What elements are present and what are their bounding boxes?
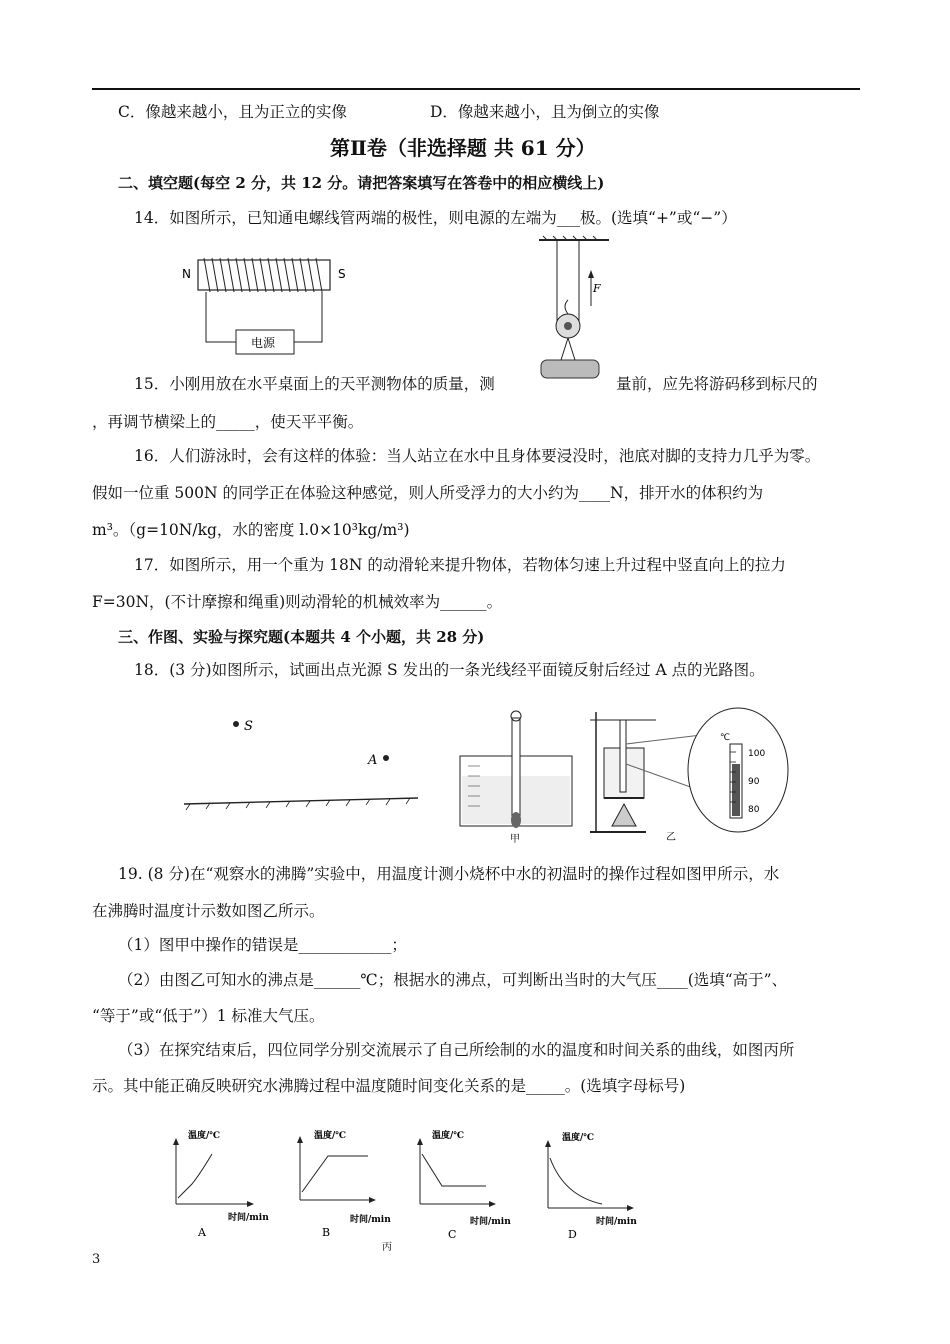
section3-title: 三、作图、实验与探究题(本题共 4 个小题，共 28 分) [118, 628, 485, 646]
curve-d [550, 1158, 602, 1204]
graph-a [173, 1129, 269, 1239]
fig-jia-label: 甲 [510, 834, 520, 845]
temperature-graphs [160, 1124, 650, 1254]
question-16c: m³。（g=10N/kg，水的密度 l.0×10³kg/m³) [92, 521, 410, 539]
option-c: C．像越来越小，且为正立的实像 [118, 103, 347, 121]
question-15a: 15．小刚用放在水平桌面上的天平测物体的质量，测 [134, 375, 495, 393]
graph-c-xlabel: 时间/min [470, 1217, 511, 1227]
question-17b: F=30N，(不计摩擦和绳重)则动滑轮的机械效率为______。 [92, 593, 503, 611]
graph-c [417, 1129, 511, 1241]
graph-d-ylabel: 温度/℃ [562, 1133, 595, 1143]
point-a-label: A [368, 753, 378, 768]
question-19b: 在沸腾时温度计示数如图乙所示。 [92, 902, 325, 920]
question-19-2a: （2）由图乙可知水的沸点是______℃；根据水的沸点，可判断出当时的大气压____(选填“高于”、 [118, 971, 788, 989]
graph-b-xlabel: 时间/min [350, 1215, 391, 1225]
section2-title: 二、填空题(每空 2 分，共 12 分。请把答案填写在答卷中的相应横线上) [118, 174, 605, 192]
mirror-figure [180, 712, 422, 812]
graphs-caption: 丙 [382, 1242, 392, 1253]
question-16a: 16．人们游泳时，会有这样的体验：当人站立在水中且身体要浸没时，池底对脚的支持力几乎为零。 [134, 447, 821, 465]
option-d: D．像越来越小，且为倒立的实像 [430, 103, 660, 121]
top-rule [92, 88, 860, 90]
question-14: 14．如图所示，已知通电螺线管两端的极性，则电源的左端为___极。(选填“+”或“−”） [134, 209, 737, 227]
graph-d-xlabel: 时间/min [596, 1217, 637, 1227]
question-19-1: （1）图甲中操作的错误是____________； [118, 936, 407, 954]
question-15b: 量前，应先将游码移到标尺的 [616, 375, 818, 393]
question-19-3a: （3）在探究结束后，四位同学分别交流展示了自己所绘制的水的温度和时间关系的曲线，如图丙所 [118, 1041, 795, 1059]
thermo-90: 90 [748, 777, 760, 787]
graph-c-label: C [448, 1228, 457, 1241]
part-title: 第Ⅱ卷（非选择题 共 61 分） [330, 136, 596, 160]
graph-b [297, 1129, 391, 1239]
power-source-label: 电源 [251, 336, 276, 350]
source-s-label: S [244, 719, 253, 734]
thermo-100: 100 [748, 749, 766, 759]
boiling-experiment-figure [456, 704, 796, 846]
curve-a [178, 1154, 212, 1198]
question-19-3b: 示。其中能正确反映研究水沸腾过程中温度随时间变化关系的是_____。(选填字母标号) [92, 1077, 686, 1095]
graph-b-label: B [322, 1226, 331, 1239]
page-number: 3 [92, 1252, 101, 1267]
question-16b: 假如一位重 500N 的同学正在体验这种感觉，则人所受浮力的大小约为____N，排开水的体积约为 [92, 484, 764, 502]
force-label: F [593, 282, 601, 295]
question-15c: ，再调节横梁上的_____，使天平平衡。 [92, 413, 364, 431]
graph-d-label: D [568, 1228, 577, 1241]
graph-a-label: A [198, 1226, 206, 1239]
thermo-80: 80 [748, 805, 760, 815]
question-18: 18．(3 分)如图所示，试画出点光源 S 发出的一条光线经平面镜反射后经过 A 点的光路图。 [134, 661, 765, 679]
curve-b [302, 1156, 368, 1192]
graph-a-ylabel: 温度/℃ [188, 1131, 221, 1141]
curve-c [422, 1154, 486, 1186]
fig-yi-label: 乙 [666, 832, 676, 843]
pulley-figure [535, 234, 615, 384]
north-label: N [182, 267, 191, 281]
thermo-unit: ℃ [720, 733, 731, 743]
graph-d [545, 1131, 637, 1241]
solenoid-figure [176, 252, 356, 362]
question-17a: 17．如图所示，用一个重为 18N 的动滑轮来提升物体，若物体匀速上升过程中竖直向上的拉力 [134, 556, 786, 574]
south-label: S [338, 267, 346, 281]
graph-c-ylabel: 温度/℃ [432, 1131, 465, 1141]
graph-a-xlabel: 时间/min [228, 1213, 269, 1223]
question-19-2b: “等于”或“低于”）1 标准大气压。 [92, 1007, 325, 1025]
graph-b-ylabel: 温度/℃ [314, 1131, 347, 1141]
question-19a: 19. (8 分)在“观察水的沸腾”实验中，用温度计测小烧杯中水的初温时的操作过程如图甲所示，水 [118, 865, 780, 883]
